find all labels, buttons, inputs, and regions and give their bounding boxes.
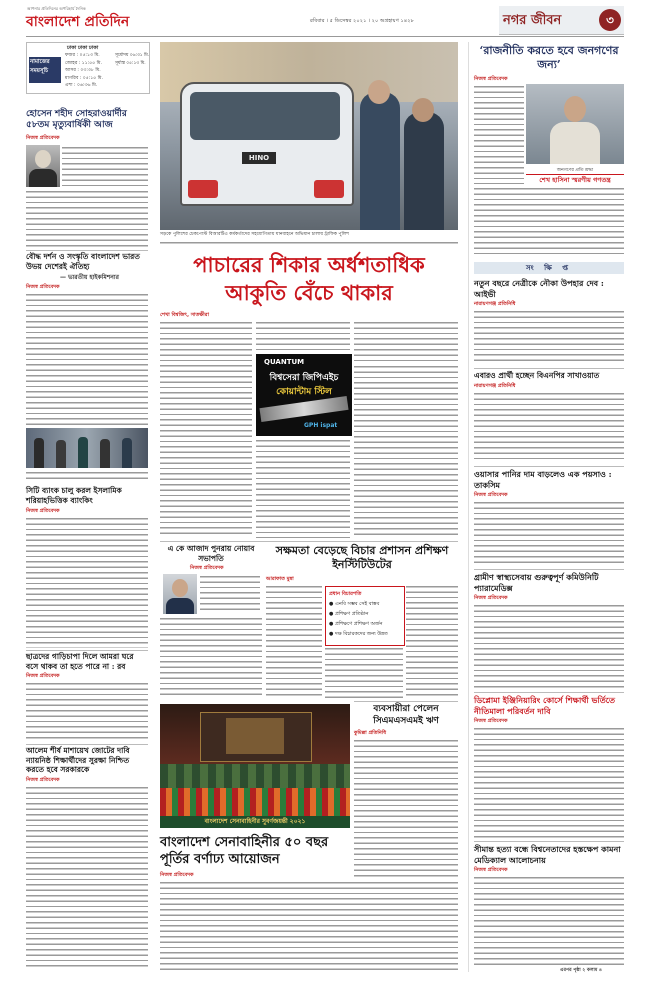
judicial-headline: সক্ষমতা বেড়েছে বিচার প্রশাসন প্রশিক্ষণ ইনস্টিটিউটের [275,544,449,571]
judicial-box-line: ● দক্ষ বিচারকদের জন্য উন্নত [329,631,388,637]
politics-byline: নিজস্ব প্রতিবেদক [474,76,508,82]
boat-byline: নারায়ণগঞ্জ প্রতিনিধি [474,301,516,307]
army-headline: বাংলাদেশ সেনাবাহিনীর ৫০ বছর পূর্তির বর্ণাঢ্য আয়োজন [160,835,329,867]
politics-headline: ‘রাজনীতি করতে হবে জনগণের জন্য’ [479,44,619,71]
buddhist-sub: — ভারতীয় হাইকমিশনার [60,274,119,281]
judicial-byline: আরাফাত মুন্না [266,576,294,582]
section-title: নগর জীবন [503,13,562,28]
page-number: ৩ [599,9,621,31]
boat-headline: নতুন বছরে নেত্রীকে নৌকা উপহার দেব : আইভী [474,278,604,299]
wasa-byline: নিজস্ব প্রতিবেদক [474,492,508,498]
bnp-headline: এবারও প্রার্থী হচ্ছেন বিএনপির সাখাওয়াত [474,371,600,380]
wasa-headline: ওয়াসার পানির দাম বাড়লেও এক পয়সাও : তাকসিম [474,469,612,490]
bank-ceremony-photo [26,428,148,468]
students-headline: ছাত্রদের গাড়িচাপা দিলে আমরা ঘরে বসে থাকব তা হতে পারে না : রব [26,652,134,671]
azad-portrait [163,574,197,614]
prayer-box [26,42,150,94]
ad-subtitle: কোয়ান্টাম স্টিল [276,387,332,397]
wages-byline: নিজস্ব প্রতিবেদক [26,777,60,783]
ad-brand: QUANTUM [264,358,305,366]
bnp-byline: নারায়ণগঞ্জ প্রতিনিধি [474,383,516,389]
sohrawardy-portrait [26,145,60,187]
diploma-headline: ডিপ্লোমা ইঞ্জিনিয়ারিং কোর্সে শিক্ষার্থী ভর্তিতে নীতিমালা পরিবর্তন দাবি [474,695,616,716]
politics-portrait-caption: জনগণের প্রতি শ্রদ্ধা [556,168,594,173]
wages-headline: আলেম শীর্ষ মাশায়েখ জোটের দাবি ন্যায়নিষ্ঠ শিক্ষার্থীদের সুরক্ষা নিশ্চিত করতে হবে সরকারকে [26,746,130,774]
army-event-photo [160,704,350,828]
hero-photo [160,42,458,230]
army-byline: নিজস্ব প্রতিবেদক [160,872,194,878]
brief-section-banner: সং ক্ষি প্ত [474,262,624,274]
buddhist-headline: বৌদ্ধ দর্শন ও সংস্কৃতি বাংলাদেশ ভারত উভয় দেশেরই ঐতিহ্য [26,252,140,271]
bank-headline: সিটি ব্যাংক চালু করল ইসলামিক শরিয়াহভিত্তিক ব্যাংকিং [26,486,122,505]
army-banner: বাংলাদেশ সেনাবাহিনীর সুবর্ণজয়ন্তী ২০২১ [160,816,350,828]
azad-byline: নিজস্ব প্রতিবেদক [190,565,224,571]
steel-bar-graphic [259,396,348,422]
diploma-byline: নিজস্ব প্রতিবেদক [474,718,508,724]
officer-figure [360,92,400,230]
prayer-time-row: জোহর : ১১:৫৫ মি. [65,60,102,66]
health-byline: নিজস্ব প্রতিবেদক [474,595,508,601]
hero-caption: সড়কে পুলিশের চেকপোস্ট বিআরটিএ কর্মকর্তাদের সহযোগিতায় যানবাহনে অভিযান চালায় ট্রাফিক পুলিশ [160,232,350,237]
health-headline: গ্রামীণ স্বাস্থ্যসেবায় গুরুত্বপূর্ণ কমিউনিটি প্যারামেডিক্স [474,572,599,593]
officer-figure [404,112,444,230]
ad-logo: GPH ispat [304,422,338,429]
traders-headline: ব্যবসায়ীরা পেলেন সিএমএসএমই ঋণ [373,704,439,726]
students-byline: নিজস্ব প্রতিবেদক [26,673,60,679]
bank-byline: নিজস্ব প্রতিবেদক [26,508,60,514]
masthead-tagline: আপনার প্রতিদিনের অপরিহার্য দৈনিক [27,6,86,11]
masthead [26,6,624,36]
border-byline: নিজস্ব প্রতিবেদক [474,867,508,873]
traders-byline: কুমিল্লা প্রতিনিধি [354,730,387,736]
prayer-time-row: এশা : ০৬:৩৬ মি. [65,83,98,89]
lead-byline: শেখা বিশ্বজিৎ, সাতক্ষীরা [160,312,209,318]
politics-pullquote: শেখ হাসিনা স্মরণীয় গণতন্ত্র [526,174,624,187]
judicial-box-line: প্রধান বিচারপতি [329,591,362,597]
bus-graphic: HINO [180,82,354,206]
prayer-title: ঢাকা ঢাকা ঢাকা [67,45,99,51]
prayer-time-row: মাগরিব : ০৫:১৫ মি. [65,75,104,81]
masthead-logo: বাংলাদেশ প্রতিদিন [26,14,130,30]
ad-title: বিশ্বসেরা জিপিএইচ [269,373,339,383]
continued-note[interactable]: এরপর পৃষ্ঠা ২ কলাম ৪ [560,968,602,973]
border-headline: সীমান্ত হত্যা বন্ধে বিশ্বনেতাদের হস্তক্ষেপ কামনা মেডিক্যাল আলোচনায় [474,844,621,865]
prayer-label: নামাজের সময়সূচি [29,57,61,83]
section-banner [499,6,624,35]
politics-portrait [526,84,624,164]
lead-headline-2: আকুতি বেঁচে থাকার [225,280,393,305]
azad-headline: এ কে আজাদ পুনরায় নোয়াব সভাপতি [167,544,255,563]
judicial-box-line: ● এনবি সম্ভব সেই বাস্তব [329,601,380,607]
sohrawardy-byline: নিজস্ব প্রতিবেদক [26,135,60,141]
masthead-date: রবিবার । ৫ ডিসেম্বর ২০২১ । ২০ অগ্রহায়ণ ১৪২৮ [310,18,414,24]
judicial-box-line: ● প্রশিক্ষণ প্রতিষ্ঠান [329,611,369,617]
lead-headline-1: পাচারের শিকার অর্ধশতাধিক [193,252,425,277]
prayer-time-row: আসর : ০৩:৩৮ মি. [65,68,101,74]
judicial-highlight-box [325,586,405,646]
sohrawardy-headline: হোসেন শহীদ সোহরাওয়ার্দীর ৫৮তম মৃত্যুবার্ষিকী আজ [26,109,127,130]
prayer-time-row: ফজর : ০৫:১৩ মি. [65,53,100,58]
buddhist-byline: নিজস্ব প্রতিবেদক [26,284,60,290]
quantum-steel-ad[interactable] [256,354,352,436]
sun-time-row: সূর্যাস্ত ০৫:১৩ মি. [115,60,146,66]
sun-time-row: সূর্যোদয় ০৬:৩১ মি. [115,53,150,58]
judicial-box-line: ● প্রশিক্ষণে প্রশিক্ষণ অর্জন [329,621,383,627]
